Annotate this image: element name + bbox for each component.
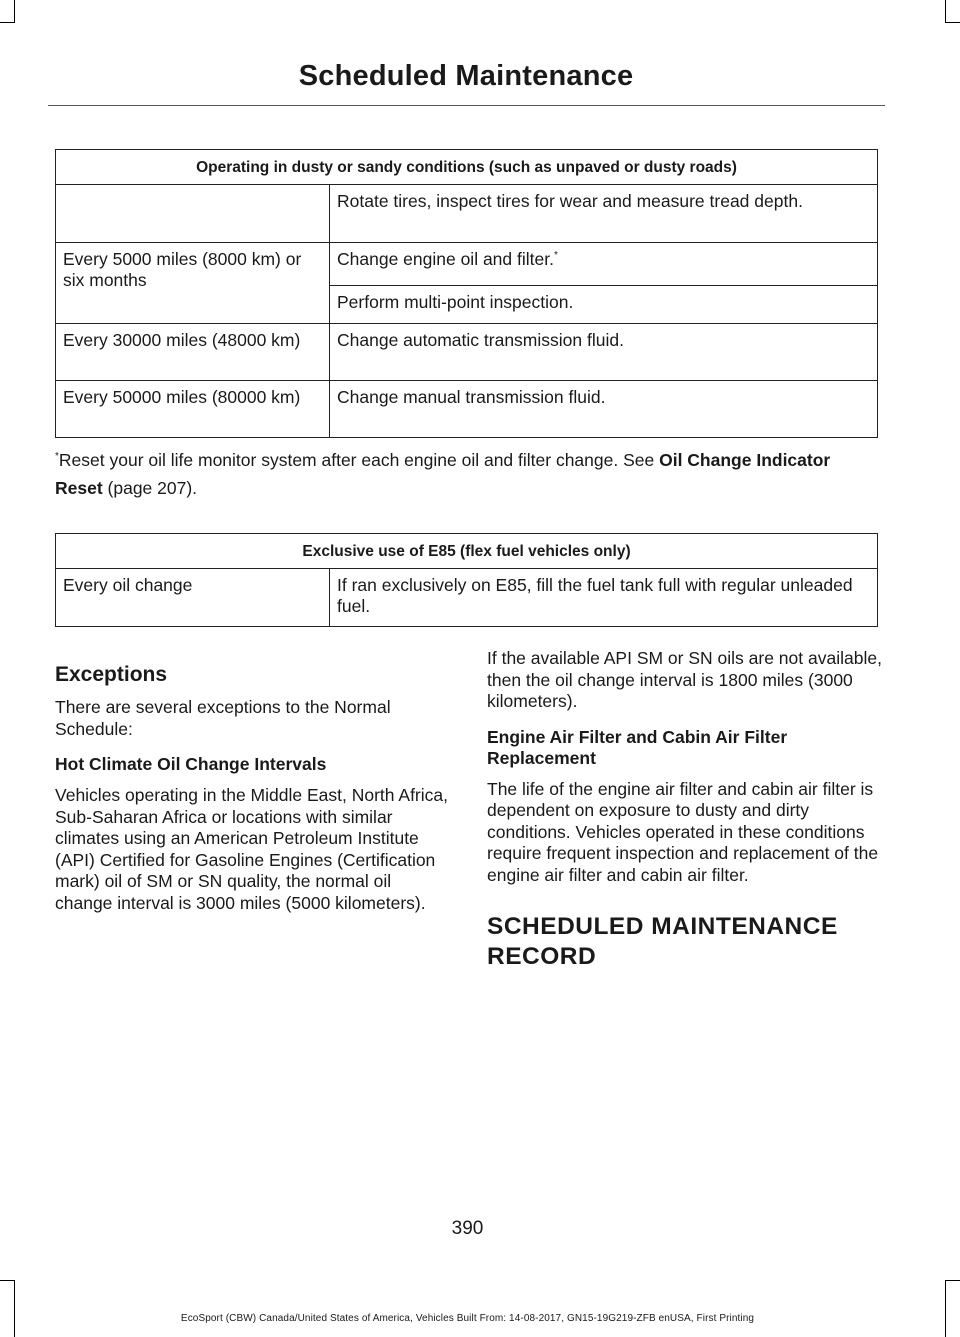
action-cell: Change manual transmission fluid. [330, 381, 878, 438]
table-title: Exclusive use of E85 (flex fuel vehicles only) [56, 534, 878, 569]
crop-mark [0, 1280, 15, 1281]
crop-mark [14, 0, 15, 22]
interval-cell: Every 5000 miles (8000 km) or six months [56, 243, 330, 324]
section-heading: Exceptions [55, 663, 168, 686]
footnote-marker: * [55, 451, 59, 463]
action-text: Change engine oil and filter. [337, 249, 554, 269]
interval-cell: Every 50000 miles (80000 km) [56, 381, 330, 438]
crop-mark [945, 0, 946, 22]
footnote-marker: * [553, 250, 558, 262]
left-column [55, 663, 450, 928]
right-column [487, 648, 882, 972]
paragraph: There are several exceptions to the Normal Schedule: [55, 697, 391, 739]
chapter-heading-line: SCHEDULED MAINTENANCE [487, 913, 838, 940]
page-number: 390 [451, 1218, 484, 1239]
cross-reference-link[interactable]: Oil Change Indicator Reset [55, 450, 831, 498]
footnote-text: Reset your oil life monitor system after each engine oil and filter change. See [58, 450, 660, 470]
action-cell: If ran exclusively on E85, fill the fuel tank full with regular unleaded fuel. [330, 569, 878, 627]
table-row [56, 243, 878, 286]
crop-mark [14, 1280, 15, 1337]
paragraph: If the available API SM or SN oils are not available, then the oil change interval is 1800 miles (3000 kilometers). [487, 648, 882, 711]
table-row [56, 324, 878, 381]
action-cell [330, 243, 878, 286]
chapter-heading-line: RECORD [487, 943, 597, 970]
crop-mark [945, 22, 960, 23]
crop-mark [945, 1280, 946, 1337]
table-row [56, 381, 878, 438]
paragraph: Vehicles operating in the Middle East, North Africa, Sub-Saharan Africa or locations with similar climates using an American Petroleum Institute (API) Certified for Gasoline Engines (Certification mark) oil of SM or SN quality, the normal oil change interval is 3000 miles (5000 kilometers). [55, 785, 448, 913]
chapter-heading [487, 942, 882, 972]
interval-cell: Every oil change [56, 569, 330, 627]
action-cell: Perform multi-point inspection. [330, 286, 878, 324]
table-row [56, 185, 878, 243]
page-title: Scheduled Maintenance [298, 60, 634, 92]
header-divider [48, 105, 885, 106]
table-row [56, 569, 878, 627]
paragraph: The life of the engine air filter and cabin air filter is dependent on exposure to dusty and dirty conditions. Vehicles operated in these conditions require frequent inspection and replacement of the engine air filter and cabin air filter. [487, 778, 879, 885]
page-reference: (page 207). [102, 478, 198, 498]
subheading: Engine Air Filter and Cabin Air Filter Replacement [487, 726, 788, 768]
footer-text: EcoSport (CBW) Canada/United States of America, Vehicles Built From: 14-08-2017, GN15-19G219-ZFB enUSA, First Printing [180, 1313, 755, 1324]
interval-cell: Every 30000 miles (48000 km) [56, 324, 330, 381]
crop-mark [945, 1280, 960, 1281]
action-cell: Rotate tires, inspect tires for wear and measure tread depth. [330, 185, 878, 243]
interval-cell [56, 185, 330, 243]
e85-table [55, 533, 878, 627]
crop-mark [0, 22, 15, 23]
subheading: Hot Climate Oil Change Intervals [55, 754, 327, 774]
footnote [55, 446, 880, 502]
chapter-heading [487, 912, 882, 942]
action-cell: Change automatic transmission fluid. [330, 324, 878, 381]
table-title: Operating in dusty or sandy conditions (such as unpaved or dusty roads) [56, 150, 878, 185]
dusty-conditions-table [55, 149, 878, 438]
